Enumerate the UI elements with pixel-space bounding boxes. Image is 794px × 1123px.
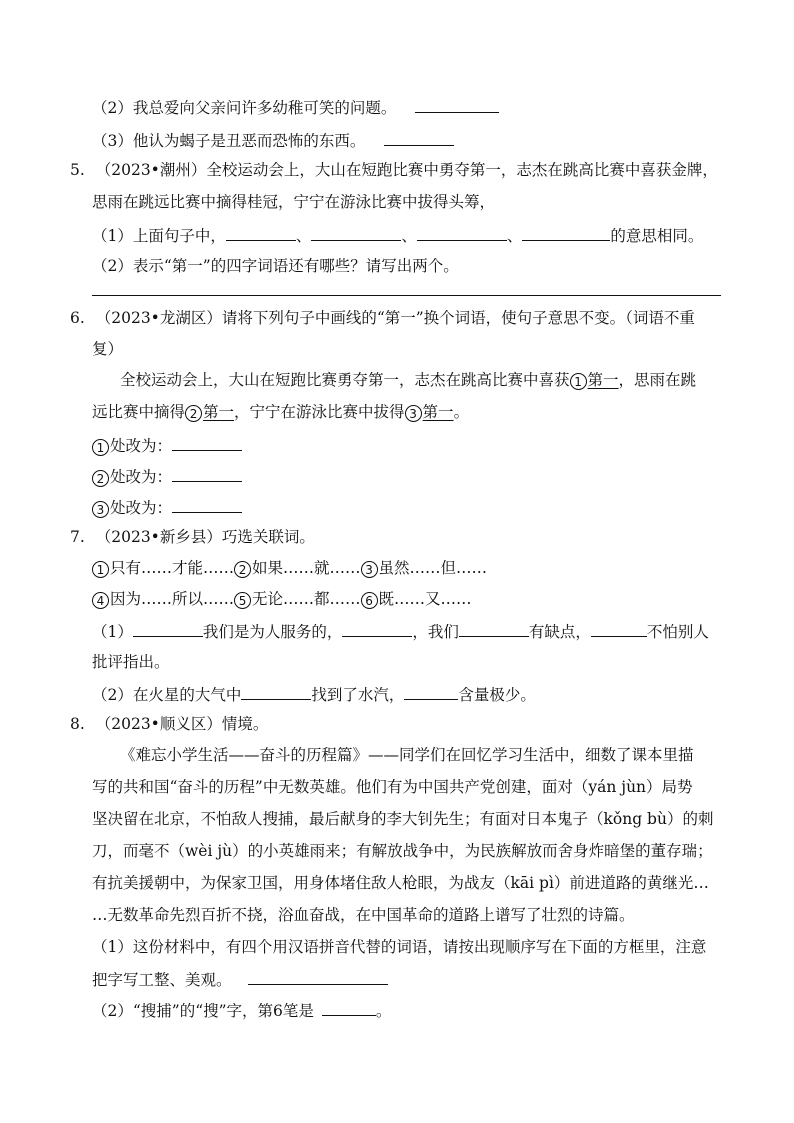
circled-number: 5 bbox=[234, 592, 251, 609]
sentence-text: ，我们 bbox=[412, 623, 459, 641]
q4-sub2 bbox=[92, 96, 499, 118]
answer-blank[interactable] bbox=[172, 496, 242, 513]
q5-part2: （2）表示“第一”的四字词语还有哪些？请写出两个。 bbox=[92, 257, 459, 275]
answer-blank[interactable] bbox=[311, 224, 401, 241]
question-source: （2023•顺义区） bbox=[95, 715, 222, 733]
sentence-text: 不怕别人 bbox=[646, 623, 709, 641]
circled-number: 3 bbox=[405, 405, 422, 422]
circled-number: 2 bbox=[234, 561, 251, 578]
circled-number: 3 bbox=[361, 561, 378, 578]
underlined-word: 第一 bbox=[422, 403, 454, 421]
q8-passage-line: 《难忘小学生活——奋斗的历程篇》——同学们在回忆学习生活中，细数了课本里描 bbox=[120, 746, 694, 764]
answer-blank[interactable] bbox=[522, 224, 610, 241]
q7-part2 bbox=[92, 683, 536, 705]
circled-number: 1 bbox=[92, 439, 109, 456]
q5-text: 全校运动会上，大山在短跑比赛中勇夺第一，志杰在跳高比赛中喜获金牌， bbox=[206, 161, 718, 179]
q6-answer-3 bbox=[92, 496, 242, 518]
sentence-text: 有缺点， bbox=[528, 623, 591, 641]
sentence-text: 我们是为人服务的， bbox=[202, 623, 343, 641]
q6-text: 请将下列句子中画线的“第一”换个词语，使句子意思不变。（词语不重 bbox=[221, 309, 695, 327]
answer-blank[interactable] bbox=[415, 96, 499, 113]
question-number: 7. bbox=[70, 528, 85, 546]
answer-blank[interactable] bbox=[241, 683, 311, 700]
question-source: （2023•龙湖区） bbox=[95, 309, 222, 327]
answer-blank[interactable] bbox=[133, 620, 203, 637]
q8-passage-line: 有抗美援朝中，为保家卫国，用身体堵住敌人枪眼，为战友（kāi pì）前进道路的黄继光… bbox=[92, 874, 709, 892]
q8-text: 情境。 bbox=[221, 715, 269, 733]
q6-passage-line1 bbox=[120, 370, 696, 390]
question-source: （2023•新乡县） bbox=[95, 528, 222, 546]
sentence-text: （2）在火星的大气中 bbox=[92, 686, 242, 704]
q8-part1: （1）这份材料中，有四个用汉语拼音代替的词语，请按出现顺序写在下面的方框里，注意 bbox=[92, 938, 707, 956]
answer-label: 处改为： bbox=[110, 468, 173, 486]
q7-part1 bbox=[92, 620, 709, 642]
q6-text-cont: 复） bbox=[92, 340, 124, 358]
circled-number: 4 bbox=[92, 592, 109, 609]
circled-number: 2 bbox=[185, 405, 202, 422]
passage-text: 全校运动会上，大山在短跑比赛勇夺第一，志杰在跳高比赛中喜获 bbox=[120, 371, 570, 389]
option-text: 因为……所以…… bbox=[110, 590, 235, 608]
q5-part1-end: 的意思相同。 bbox=[610, 227, 704, 245]
answer-blank[interactable] bbox=[248, 968, 388, 985]
question-number: 5. bbox=[70, 161, 85, 179]
passage-text: ，思雨在跳 bbox=[618, 371, 697, 389]
separator: 、 bbox=[295, 227, 312, 245]
answer-blank[interactable] bbox=[591, 620, 647, 637]
q7-options-row1 bbox=[92, 558, 487, 578]
q4-sub3 bbox=[92, 129, 454, 151]
option-text: 无论……都…… bbox=[252, 590, 361, 608]
answer-blank[interactable] bbox=[417, 224, 507, 241]
circled-number: 1 bbox=[570, 373, 587, 390]
answer-blank[interactable] bbox=[342, 620, 412, 637]
circled-number: 2 bbox=[92, 470, 109, 487]
sentence-text: 把字写工整、美观。 bbox=[92, 971, 232, 989]
q5-text-cont: 思雨在跳远比赛中摘得桂冠，宁宁在游泳比赛中拔得头筹， bbox=[92, 193, 496, 211]
circled-number: 6 bbox=[361, 592, 378, 609]
q8-part1-cont bbox=[92, 968, 388, 990]
passage-text: 。 bbox=[453, 403, 470, 421]
separator: 、 bbox=[506, 227, 523, 245]
underlined-word: 第一 bbox=[203, 403, 235, 421]
option-text: 只有……才能…… bbox=[110, 559, 235, 577]
question-number: 6. bbox=[70, 309, 85, 327]
q6-passage-line2 bbox=[92, 402, 469, 422]
q5-part1 bbox=[92, 224, 703, 246]
circled-number: 3 bbox=[92, 501, 109, 518]
answer-blank[interactable] bbox=[459, 620, 529, 637]
q8-passage-line: 写的共和国“奋斗的历程”中无数英雄。他们有为中国共产党创建，面对（yán jùn）局势 bbox=[92, 778, 693, 796]
answer-blank[interactable] bbox=[404, 683, 458, 700]
question-source: （2023•潮州） bbox=[95, 161, 207, 179]
sentence-text: 含量极少。 bbox=[458, 686, 536, 704]
q8-passage-line: 坚决留在北京，不怕敌人搜捕，最后献身的李大钊先生；有面对日本鬼子（kǒng bù）的刺 bbox=[92, 810, 714, 828]
circled-number: 1 bbox=[92, 561, 109, 578]
q8-stem bbox=[70, 714, 268, 734]
answer-blank[interactable] bbox=[322, 999, 376, 1016]
q7-part1-cont: 批评指出。 bbox=[92, 653, 170, 671]
part-label: （1） bbox=[92, 623, 133, 641]
separator: 、 bbox=[401, 227, 417, 245]
q8-passage-line: …无数革命先烈百折不挠，浴血奋战，在中国革命的道路上谱写了壮烈的诗篇。 bbox=[92, 906, 635, 924]
option-text: 虽然……但…… bbox=[378, 559, 488, 577]
answer-blank[interactable] bbox=[172, 434, 242, 451]
answer-blank[interactable] bbox=[172, 465, 242, 482]
option-text: 如果……就…… bbox=[252, 559, 361, 577]
option-text: 既……又…… bbox=[378, 590, 472, 608]
q4-sub2-text: （2）我总爱向父亲问许多幼稚可笑的问题。 bbox=[92, 99, 397, 117]
sentence-text: （2）“搜捕”的“搜”字，第6笔是 bbox=[92, 1002, 314, 1020]
sentence-text: 。 bbox=[375, 1002, 392, 1020]
q6-stem bbox=[70, 308, 695, 328]
answer-label: 处改为： bbox=[110, 437, 173, 455]
q4-sub3-text: （3）他认为蝎子是丑恶而恐怖的东西。 bbox=[92, 132, 366, 150]
q6-answer-1 bbox=[92, 434, 242, 456]
sentence-text: 找到了水汽， bbox=[311, 686, 405, 704]
answer-blank[interactable] bbox=[384, 129, 454, 146]
q7-stem bbox=[70, 527, 315, 547]
underlined-word: 第一 bbox=[587, 371, 619, 389]
answer-blank[interactable] bbox=[226, 224, 296, 241]
answer-line[interactable] bbox=[92, 295, 721, 296]
q5-part1-text: （1）上面句子中， bbox=[92, 227, 226, 245]
q5-stem bbox=[70, 160, 718, 180]
q8-part2 bbox=[92, 999, 391, 1021]
answer-label: 处改为： bbox=[110, 499, 173, 517]
passage-text: 远比赛中摘得 bbox=[92, 403, 186, 421]
q8-passage-line: 刀，而毫不（wèi jù）的小英雄雨来；有解放战争中，为民族解放而舍身炸暗堡的董存瑞； bbox=[92, 842, 713, 860]
question-number: 8. bbox=[70, 715, 85, 733]
q7-text: 巧选关联词。 bbox=[221, 528, 315, 546]
q6-answer-2 bbox=[92, 465, 242, 487]
passage-text: ，宁宁在游泳比赛中拔得 bbox=[234, 403, 405, 421]
q7-options-row2 bbox=[92, 589, 472, 609]
